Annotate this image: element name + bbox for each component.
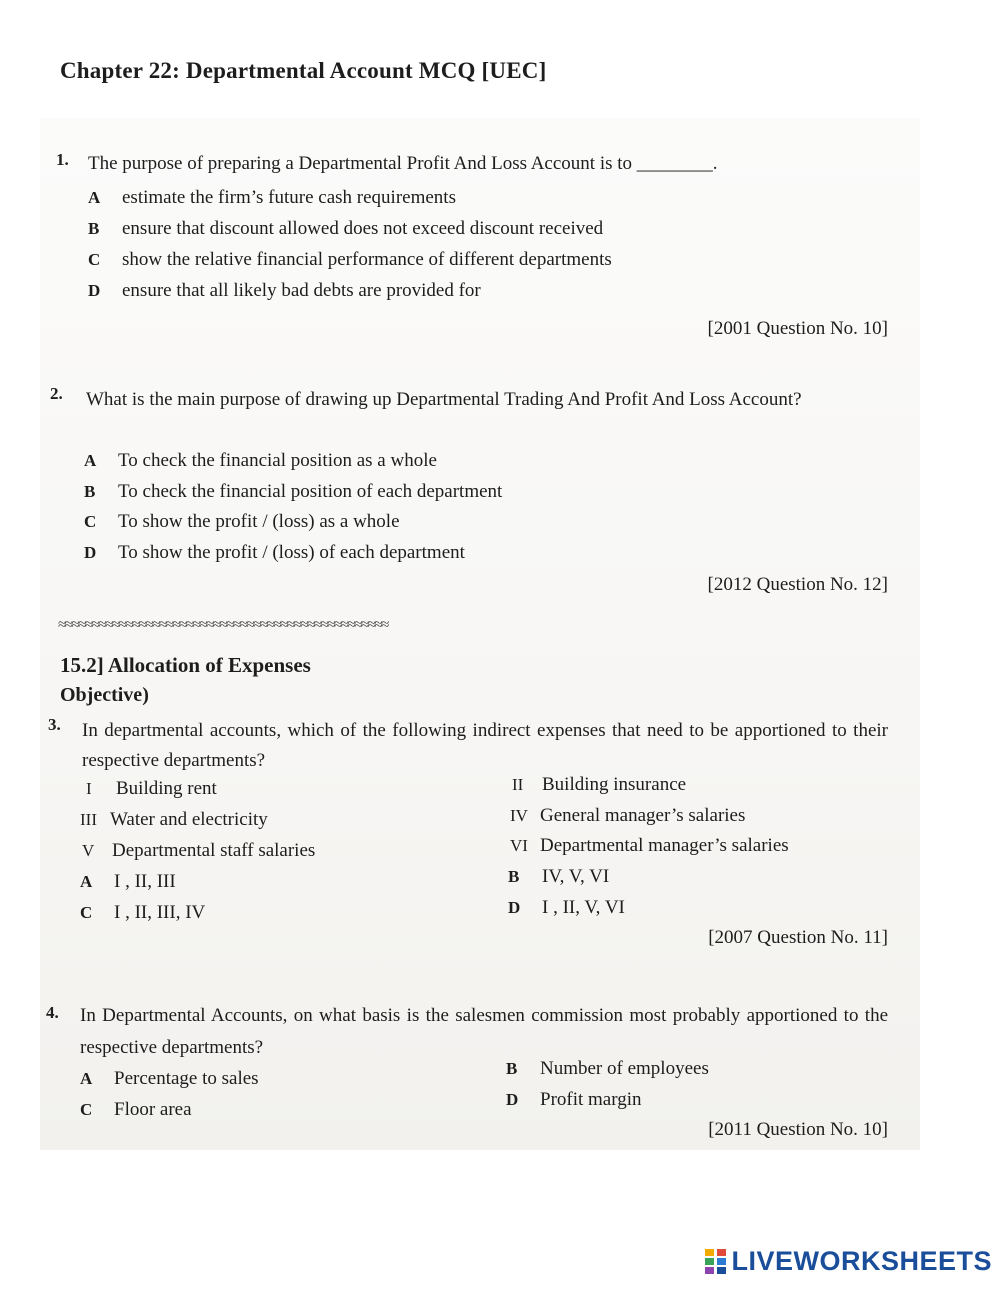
question-text: The purpose of preparing a Departmental Profit And Loss Account is to ________. bbox=[88, 153, 718, 174]
question-number: 1. bbox=[56, 150, 69, 169]
section-divider: ≈≈≈≈≈≈≈≈≈≈≈≈≈≈≈≈≈≈≈≈≈≈≈≈≈≈≈≈≈≈≈≈≈≈≈≈≈≈≈≈≈≈≈≈≈≈≈≈≈ bbox=[58, 617, 388, 631]
option-a[interactable]: A To check the financial position as a whole bbox=[84, 450, 437, 471]
option-c[interactable]: C To show the profit / (loss) as a whole bbox=[84, 511, 400, 532]
option-d[interactable]: D I , II, V, VI bbox=[508, 897, 625, 918]
list-item: II Building insurance bbox=[512, 774, 687, 795]
question-reference: [2001 Question No. 10] bbox=[707, 318, 888, 339]
list-item: I Building rent bbox=[86, 778, 217, 799]
option-b[interactable]: B Number of employees bbox=[506, 1058, 709, 1079]
option-d[interactable]: D ensure that all likely bad debts are provided for bbox=[88, 280, 481, 301]
list-item: IV General manager’s salaries bbox=[510, 805, 746, 826]
question-text: What is the main purpose of drawing up Departmental Trading And Profit And Loss Account? bbox=[86, 389, 802, 410]
liveworksheets-logo-icon bbox=[705, 1249, 727, 1275]
option-c[interactable]: C show the relative financial performance of different departments bbox=[88, 249, 612, 270]
question-number: 4. bbox=[46, 1003, 59, 1022]
option-b[interactable]: B To check the financial position of each department bbox=[84, 481, 503, 502]
option-c[interactable]: C I , II, III, IV bbox=[80, 902, 206, 923]
section-subtitle: Objective) bbox=[60, 684, 149, 706]
question-reference: [2012 Question No. 12] bbox=[707, 574, 888, 595]
option-a[interactable]: A Percentage to sales bbox=[80, 1068, 259, 1089]
option-b[interactable]: B ensure that discount allowed does not exceed discount received bbox=[88, 218, 604, 239]
liveworksheets-brand-text: LIVEWORKSHEETS bbox=[731, 1246, 992, 1276]
list-item: VI Departmental manager’s salaries bbox=[510, 835, 789, 856]
option-d[interactable]: D To show the profit / (loss) of each department bbox=[84, 542, 465, 563]
option-a[interactable]: A I , II, III bbox=[80, 871, 176, 892]
option-c[interactable]: C Floor area bbox=[80, 1099, 192, 1120]
page-title: Chapter 22: Departmental Account MCQ [UEC] bbox=[60, 58, 547, 83]
question-number: 2. bbox=[50, 384, 63, 403]
scanned-page bbox=[40, 118, 920, 1150]
question-reference: [2011 Question No. 10] bbox=[708, 1119, 888, 1140]
question-number: 3. bbox=[48, 715, 61, 734]
section-title: 15.2] Allocation of Expenses bbox=[60, 653, 311, 677]
option-d[interactable]: D Profit margin bbox=[506, 1089, 642, 1110]
option-b[interactable]: B IV, V, VI bbox=[508, 866, 610, 887]
question-text: In departmental accounts, which of the following indirect expenses that need to be apportioned to their respective departments? bbox=[82, 720, 888, 771]
list-item: V Departmental staff salaries bbox=[82, 840, 316, 861]
question-text: In Departmental Accounts, on what basis is the salesmen commission most probably apportioned to the respective departments? bbox=[80, 1005, 888, 1058]
liveworksheets-logo[interactable] bbox=[705, 1246, 992, 1277]
question-reference: [2007 Question No. 11] bbox=[708, 927, 888, 948]
list-item: III Water and electricity bbox=[80, 809, 268, 830]
option-a[interactable]: A estimate the firm’s future cash requirements bbox=[88, 187, 456, 208]
